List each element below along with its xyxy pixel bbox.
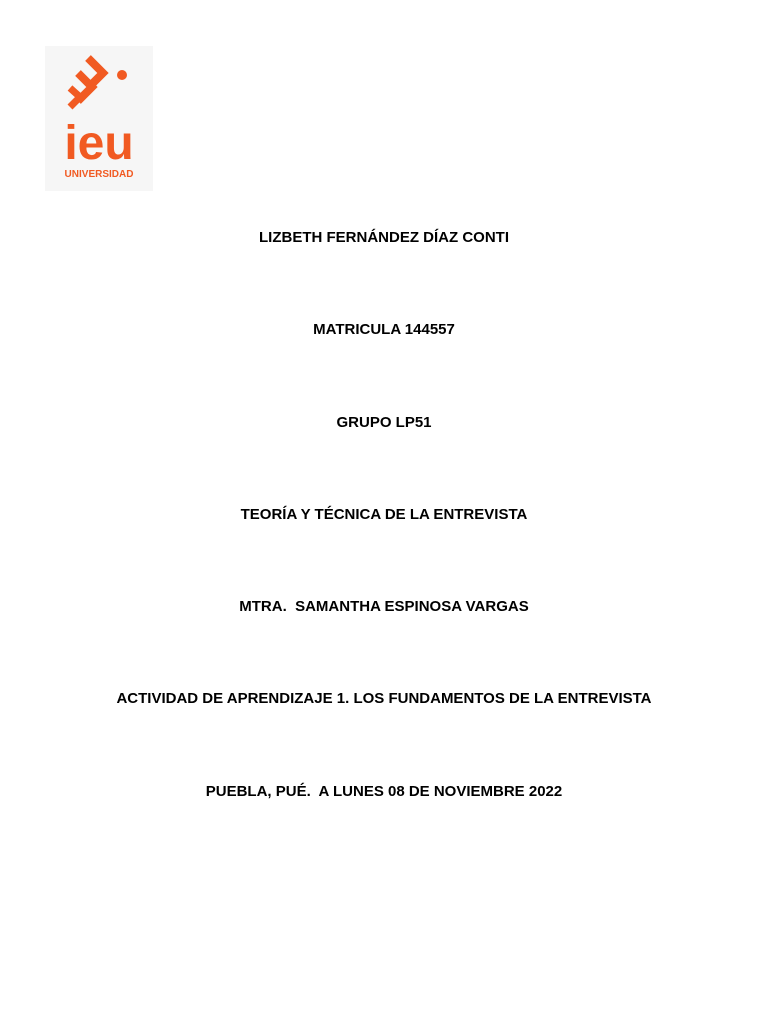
course-title: TEORÍA Y TÉCNICA DE LA ENTREVISTA: [240, 506, 528, 523]
university-logo: [45, 46, 153, 191]
activity-title: ACTIVIDAD DE APRENDIZAJE 1. LOS FUNDAMENTOS DE LA ENTREVISTA: [116, 690, 652, 707]
matricula: MATRICULA 144557: [313, 321, 455, 338]
ieu-logo-icon: [45, 46, 153, 191]
student-name: LIZBETH FERNÁNDEZ DÍAZ CONTI: [259, 229, 509, 246]
grupo: GRUPO LP51: [336, 414, 432, 431]
logo-subtitle: UNIVERSIDAD: [64, 169, 134, 180]
place-and-date: PUEBLA, PUÉ. A LUNES 08 DE NOVIEMBRE 2022: [205, 783, 563, 800]
teacher-name: MTRA. SAMANTHA ESPINOSA VARGAS: [239, 598, 529, 615]
logo-wordmark: ieu: [64, 117, 134, 170]
